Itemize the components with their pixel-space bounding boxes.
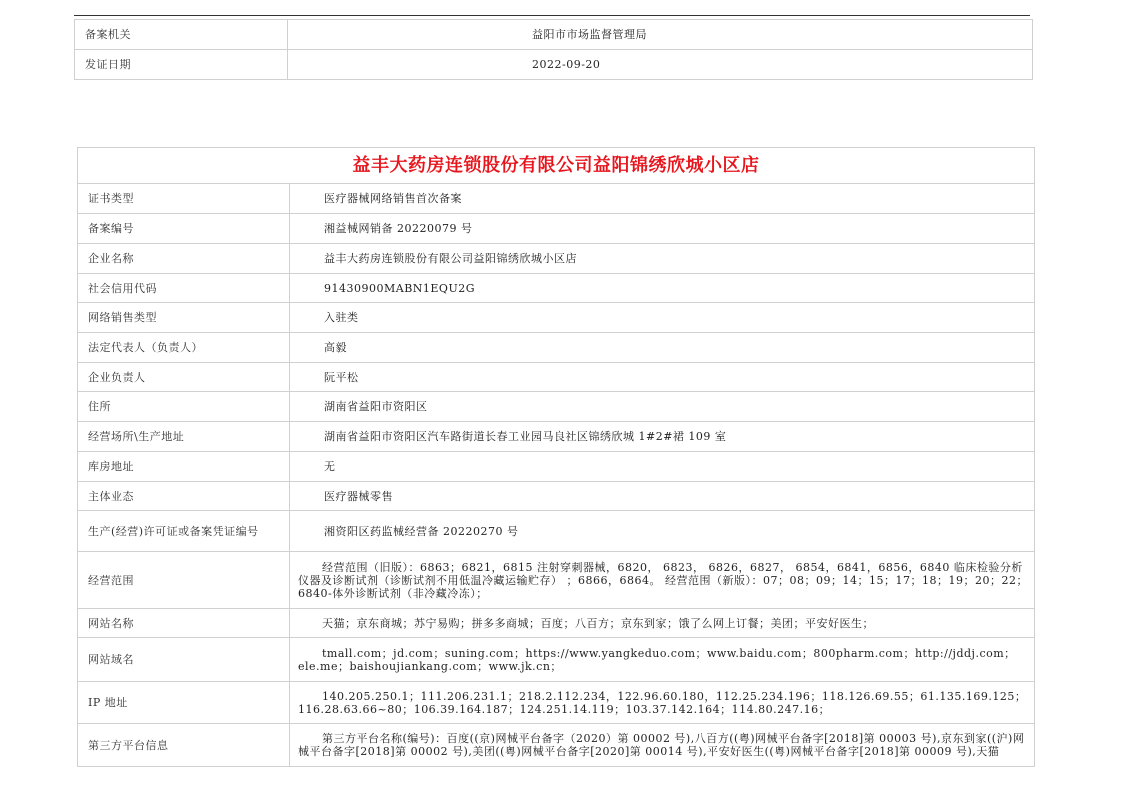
table-row: [78, 482, 1035, 511]
field-value: 91430900MABN1EQU2G: [290, 274, 1035, 303]
field-label: 网络销售类型: [78, 303, 290, 333]
field-value: 天猫；京东商城；苏宁易购；拼多多商城；百度；八百方；京东到家；饿了么网上订餐；美团；平安好医生；: [290, 609, 1035, 638]
table-row: [78, 392, 1035, 422]
field-value: 湘资阳区药监械经营备 20220270 号: [290, 511, 1035, 552]
field-label: 证书类型: [78, 184, 290, 214]
table-row: [78, 724, 1035, 767]
table-row: [78, 609, 1035, 638]
field-value: 140.205.250.1；111.206.231.1；218.2.112.234，122.96.60.180，112.25.234.196；118.126.69.55；61.135.169.125；116.28.63.66~80；106.39.164.187；124.251.14.119；103.37.142.164；114.80.247.16；: [290, 682, 1035, 724]
field-value: 2022-09-20: [288, 50, 1033, 80]
field-value: 阮平松: [290, 363, 1035, 392]
table-row: [78, 274, 1035, 303]
table-row: [78, 452, 1035, 482]
field-label: 库房地址: [78, 452, 290, 482]
field-value: 湖南省益阳市资阳区汽车路街道长春工业园马良社区锦绣欣城 1#2#裙 109 室: [290, 422, 1035, 452]
table-row: [78, 244, 1035, 274]
field-label: 备案编号: [78, 214, 290, 244]
field-value: 无: [290, 452, 1035, 482]
table-row: [78, 682, 1035, 724]
field-label: 社会信用代码: [78, 274, 290, 303]
record-table: [77, 147, 1035, 767]
top-divider: [74, 15, 1030, 16]
field-label: 备案机关: [75, 20, 288, 50]
field-label: 企业负责人: [78, 363, 290, 392]
table-row: [78, 638, 1035, 682]
table-row: [78, 511, 1035, 552]
field-label: 主体业态: [78, 482, 290, 511]
field-label: 网站域名: [78, 638, 290, 682]
field-value: tmall.com；jd.com；suning.com；https://www.yangkeduo.com；www.baidu.com；800pharm.com；http://jddj.com；ele.me；baishoujiankang.com；www.jk.cn；: [290, 638, 1035, 682]
field-label: 发证日期: [75, 50, 288, 80]
field-label: 经营范围: [78, 552, 290, 609]
field-value: 益丰大药房连锁股份有限公司益阳锦绣欣城小区店: [290, 244, 1035, 274]
previous-record-table: [74, 19, 1033, 80]
table-row: [78, 333, 1035, 363]
field-label: 法定代表人（负责人）: [78, 333, 290, 363]
field-value: 医疗器械网络销售首次备案: [290, 184, 1035, 214]
table-row: [78, 184, 1035, 214]
table-row: [78, 214, 1035, 244]
field-label: 企业名称: [78, 244, 290, 274]
field-label: 第三方平台信息: [78, 724, 290, 767]
field-value: 入驻类: [290, 303, 1035, 333]
field-value: 经营范围（旧版）：6863；6821，6815 注射穿刺器械，6820， 6823， 6826，6827， 6854，6841，6856，6840 临床检验分析仪器及诊断试剂（诊断试剂不用低温冷藏运输贮存） ；6866，6864。 经营范围（新版）：07；08；09；14；15；17；18；19；20；22；6840-体外诊断试剂（非冷藏冷冻）；: [290, 552, 1035, 609]
field-value: 湘益械网销备 20220079 号: [290, 214, 1035, 244]
field-label: 网站名称: [78, 609, 290, 638]
field-label: 住所: [78, 392, 290, 422]
title-row: [78, 148, 1035, 184]
field-value: 益阳市市场监督管理局: [288, 20, 1033, 50]
table-row: [78, 363, 1035, 392]
field-value: 高毅: [290, 333, 1035, 363]
record-title: 益丰大药房连锁股份有限公司益阳锦绣欣城小区店: [78, 148, 1035, 184]
field-label: IP 地址: [78, 682, 290, 724]
field-value: 湖南省益阳市资阳区: [290, 392, 1035, 422]
field-value: 医疗器械零售: [290, 482, 1035, 511]
table-row: [78, 303, 1035, 333]
field-label: 生产(经营)许可证或备案凭证编号: [78, 511, 290, 552]
table-row: [75, 20, 1033, 50]
field-label: 经营场所\生产地址: [78, 422, 290, 452]
table-row: [78, 552, 1035, 609]
table-row: [78, 422, 1035, 452]
table-row: [75, 50, 1033, 80]
field-value: 第三方平台名称(编号)：百度((京)网械平台备字（2020）第 00002 号),八百方((粤)网械平台备字[2018]第 00003 号),京东到家((沪)网械平台备字[2018]第 00002 号),美团((粤)网械平台备字[2020]第 00014 号),平安好医生((粤)网械平台备字[2018]第 00009 号),天猫: [290, 724, 1035, 767]
